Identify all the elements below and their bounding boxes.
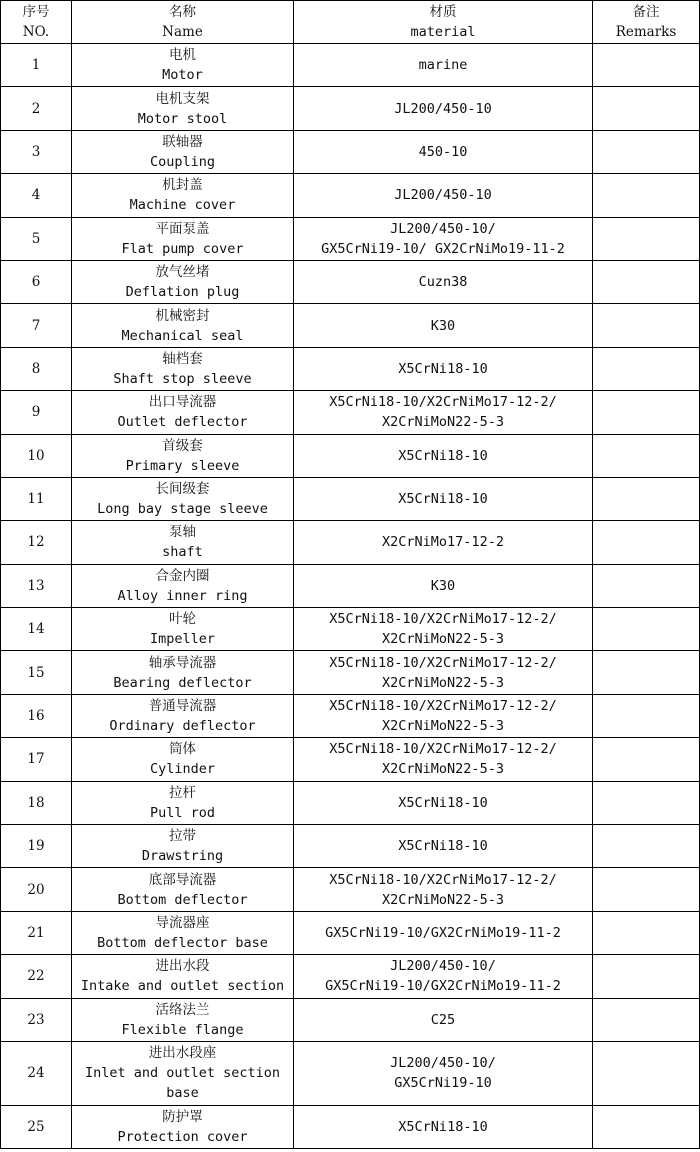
remarks-cell — [593, 130, 700, 173]
header-material — [294, 1, 593, 44]
remarks-cell — [593, 564, 700, 607]
part-name-en: Motor stool — [137, 110, 228, 127]
remarks-cell — [593, 477, 700, 520]
part-name-en: Shaft stop sleeve — [113, 370, 252, 387]
part-name-en: Drawstring — [141, 848, 224, 865]
part-name-en: Coupling — [149, 153, 216, 170]
part-name-zh: 机械密封 — [155, 307, 210, 324]
row-number: 23 — [1, 998, 72, 1041]
material-line: X2CrNiMo17-12-2 — [382, 534, 504, 551]
row-number: 7 — [1, 304, 72, 347]
row-number: 4 — [1, 174, 72, 217]
part-name-cell — [72, 44, 294, 87]
row-number: 15 — [1, 651, 72, 694]
header-en: Name — [162, 24, 203, 40]
material-line: JL200/450-10 — [394, 100, 492, 117]
part-name-en: Primary sleeve — [125, 457, 240, 474]
table-row — [1, 347, 700, 390]
table-row — [1, 564, 700, 607]
header-en: Remarks — [615, 24, 677, 40]
header-zh: 名称 — [169, 4, 196, 20]
part-name-cell — [72, 304, 294, 347]
remarks-cell — [593, 1105, 700, 1148]
part-name-zh: 合金内圈 — [155, 567, 210, 584]
table-row — [1, 825, 700, 868]
remarks-cell — [593, 347, 700, 390]
part-name-cell — [72, 868, 294, 911]
material-line: X5CrNi18-10 — [398, 360, 488, 377]
material-cell — [294, 651, 593, 694]
remarks-cell — [593, 955, 700, 998]
part-name-cell — [72, 825, 294, 868]
table-row — [1, 781, 700, 824]
material-line: X5CrNi18-10/X2CrNiMo17-12-2/ — [329, 654, 557, 671]
row-number: 24 — [1, 1041, 72, 1105]
table-row — [1, 911, 700, 954]
row-number: 13 — [1, 564, 72, 607]
table-row — [1, 521, 700, 564]
material-line: GX5CrNi19-10/GX2CrNiMo19-11-2 — [325, 978, 561, 995]
part-name-cell — [72, 608, 294, 651]
remarks-cell — [593, 781, 700, 824]
header-zh: 备注 — [632, 4, 660, 20]
part-name-zh: 放气丝堵 — [155, 264, 210, 281]
material-cell — [294, 825, 593, 868]
material-line: X5CrNi18-10/X2CrNiMo17-12-2/ — [329, 741, 557, 758]
material-cell — [294, 738, 593, 781]
remarks-cell — [593, 174, 700, 217]
remarks-cell — [593, 434, 700, 477]
part-name-zh: 电机支架 — [155, 90, 210, 107]
part-name-en: Bottom deflector base — [97, 935, 268, 951]
remarks-cell — [593, 608, 700, 651]
material-cell — [294, 521, 593, 564]
part-name-en: Ordinary deflector — [109, 718, 256, 735]
material-line: X5CrNi18-10 — [398, 794, 488, 811]
part-name-zh: 轴承导流器 — [148, 654, 217, 671]
part-name-cell — [72, 477, 294, 520]
part-name-en: Intake and outlet section — [80, 978, 285, 995]
part-name-cell — [72, 998, 294, 1041]
part-name-zh: 筒体 — [169, 741, 196, 758]
material-line: X5CrNi18-10/X2CrNiMo17-12-2/ — [329, 698, 557, 715]
row-number: 20 — [1, 868, 72, 911]
part-name-zh: 防护罩 — [162, 1109, 203, 1126]
material-line: X2CrNiMoN22-5-3 — [382, 674, 504, 691]
header-name — [72, 1, 294, 44]
part-name-en: Outlet deflector — [117, 414, 248, 431]
material-cell — [294, 434, 593, 477]
row-number: 17 — [1, 738, 72, 781]
material-line: X2CrNiMoN22-5-3 — [382, 718, 504, 735]
row-number: 8 — [1, 347, 72, 390]
table-row — [1, 174, 700, 217]
row-number: 14 — [1, 608, 72, 651]
table-row — [1, 1105, 700, 1148]
table-row — [1, 868, 700, 911]
row-number: 22 — [1, 955, 72, 998]
part-name-en: Impeller — [149, 631, 216, 648]
part-name-cell — [72, 347, 294, 390]
remarks-cell — [593, 87, 700, 130]
part-name-cell — [72, 781, 294, 824]
remarks-cell — [593, 260, 700, 303]
material-cell — [294, 44, 593, 87]
material-cell — [294, 781, 593, 824]
material-cell — [294, 217, 593, 260]
part-name-en: Pull rod — [149, 804, 216, 821]
header-no — [1, 1, 72, 44]
remarks-cell — [593, 651, 700, 694]
part-name-zh: 拉杆 — [169, 784, 196, 801]
material-cell — [294, 694, 593, 737]
part-name-zh: 联轴器 — [162, 133, 203, 150]
material-line: C25 — [430, 1011, 456, 1028]
part-name-cell — [72, 564, 294, 607]
material-line: GX5CrNi19-10/ GX2CrNiMo19-11-2 — [321, 240, 565, 257]
row-number: 21 — [1, 911, 72, 954]
row-number: 6 — [1, 260, 72, 303]
row-number: 9 — [1, 391, 72, 434]
material-cell — [294, 868, 593, 911]
part-name-zh: 活络法兰 — [155, 1001, 210, 1018]
material-line: 450-10 — [418, 143, 468, 160]
material-line: JL200/450-10/ — [390, 1055, 496, 1072]
material-line: marine — [418, 57, 468, 74]
material-cell — [294, 477, 593, 520]
remarks-cell — [593, 521, 700, 564]
part-name-zh: 长间级套 — [155, 481, 210, 498]
material-cell — [294, 87, 593, 130]
part-name-en: Deflation plug — [125, 284, 240, 301]
remarks-cell — [593, 738, 700, 781]
material-cell — [294, 174, 593, 217]
part-name-cell — [72, 521, 294, 564]
part-name-cell — [72, 911, 294, 954]
remarks-cell — [593, 694, 700, 737]
table-row — [1, 608, 700, 651]
table-row — [1, 694, 700, 737]
row-number: 1 — [1, 44, 72, 87]
part-name-zh: 拉带 — [169, 828, 196, 845]
row-number: 18 — [1, 781, 72, 824]
part-name-en: Flexible flange — [121, 1021, 244, 1038]
material-line: X5CrNi18-10/X2CrNiMo17-12-2/ — [329, 871, 557, 888]
table-row — [1, 44, 700, 87]
table-row — [1, 651, 700, 694]
part-name-cell — [72, 87, 294, 130]
table-row — [1, 738, 700, 781]
header-zh: 材质 — [429, 4, 457, 20]
part-name-zh: 叶轮 — [169, 611, 196, 628]
material-line: X5CrNi18-10/X2CrNiMo17-12-2/ — [329, 394, 557, 411]
material-line: GX5CrNi19-10/GX2CrNiMo19-11-2 — [325, 925, 561, 941]
material-cell — [294, 1105, 593, 1148]
row-number: 5 — [1, 217, 72, 260]
material-line: X5CrNi18-10 — [398, 1119, 488, 1136]
part-name-zh: 导流器座 — [155, 915, 210, 931]
material-line: JL200/450-10 — [394, 187, 492, 204]
part-name-cell — [72, 955, 294, 998]
header-en: NO. — [22, 24, 50, 40]
part-name-cell — [72, 1105, 294, 1148]
material-line: GX5CrNi19-10 — [394, 1075, 492, 1092]
remarks-cell — [593, 44, 700, 87]
part-name-en: Flat pump cover — [121, 240, 244, 257]
material-cell — [294, 955, 593, 998]
material-cell — [294, 998, 593, 1041]
remarks-cell — [593, 391, 700, 434]
table-row — [1, 1041, 700, 1105]
remarks-cell — [593, 304, 700, 347]
part-name-cell — [72, 130, 294, 173]
row-number: 10 — [1, 434, 72, 477]
material-cell — [294, 130, 593, 173]
material-line: X2CrNiMoN22-5-3 — [382, 414, 504, 431]
material-cell — [294, 347, 593, 390]
header-row — [1, 1, 700, 44]
part-name-zh: 轴档套 — [162, 350, 203, 367]
part-name-en: Bottom deflector — [117, 891, 248, 908]
header-zh: 序号 — [22, 4, 50, 20]
material-line: X2CrNiMoN22-5-3 — [382, 761, 504, 778]
part-name-cell — [72, 174, 294, 217]
part-name-cell — [72, 1041, 294, 1105]
remarks-cell — [593, 868, 700, 911]
material-line: X5CrNi18-10 — [398, 838, 488, 855]
part-name-zh: 进出水段 — [155, 958, 210, 975]
header-remarks — [593, 1, 700, 44]
material-line: X5CrNi18-10/X2CrNiMo17-12-2/ — [329, 611, 557, 628]
row-number: 2 — [1, 87, 72, 130]
part-name-zh: 出口导流器 — [148, 394, 217, 411]
part-name-cell — [72, 217, 294, 260]
table-row — [1, 130, 700, 173]
part-name-en: Mechanical seal — [121, 327, 244, 344]
part-name-zh: 底部导流器 — [148, 871, 217, 888]
part-name-zh: 电机 — [169, 47, 196, 64]
part-name-en: shaft — [162, 544, 203, 561]
part-name-zh: 进出水段座 — [148, 1045, 217, 1062]
part-name-en: Inlet and outlet section — [84, 1065, 281, 1082]
remarks-cell — [593, 998, 700, 1041]
part-name-en: Alloy inner ring — [117, 587, 248, 604]
material-cell — [294, 304, 593, 347]
material-line: X5CrNi18-10 — [398, 491, 488, 508]
row-number: 12 — [1, 521, 72, 564]
part-name-en: base — [166, 1085, 199, 1102]
part-name-cell — [72, 260, 294, 303]
table-row — [1, 391, 700, 434]
material-line: K30 — [430, 577, 456, 594]
part-name-cell — [72, 434, 294, 477]
part-name-en: Protection cover — [117, 1129, 248, 1146]
part-name-zh: 普通导流器 — [148, 698, 217, 715]
row-number: 19 — [1, 825, 72, 868]
part-name-zh: 泵轴 — [169, 524, 196, 541]
remarks-cell — [593, 911, 700, 954]
part-name-zh: 平面泵盖 — [155, 220, 210, 237]
remarks-cell — [593, 825, 700, 868]
material-cell — [294, 260, 593, 303]
row-number: 25 — [1, 1105, 72, 1148]
material-line: K30 — [430, 317, 456, 334]
row-number: 16 — [1, 694, 72, 737]
material-cell — [294, 564, 593, 607]
table-row — [1, 304, 700, 347]
part-name-cell — [72, 694, 294, 737]
remarks-cell — [593, 1041, 700, 1105]
table-row — [1, 260, 700, 303]
part-name-cell — [72, 391, 294, 434]
part-name-zh: 机封盖 — [162, 177, 203, 194]
row-number: 3 — [1, 130, 72, 173]
part-name-en: Long bay stage sleeve — [97, 501, 268, 518]
part-name-zh: 首级套 — [162, 437, 203, 454]
material-line: X5CrNi18-10 — [398, 447, 488, 464]
part-name-en: Bearing deflector — [113, 674, 252, 691]
material-cell — [294, 911, 593, 954]
row-number: 11 — [1, 477, 72, 520]
part-name-cell — [72, 651, 294, 694]
table-row — [1, 955, 700, 998]
table-row — [1, 217, 700, 260]
table-row — [1, 87, 700, 130]
part-name-en: Motor — [162, 67, 203, 84]
table-row — [1, 998, 700, 1041]
table-row — [1, 477, 700, 520]
material-line: JL200/450-10/ — [390, 958, 496, 975]
part-name-en: Machine cover — [129, 197, 236, 214]
material-cell — [294, 1041, 593, 1105]
table-row — [1, 434, 700, 477]
part-name-en: Cylinder — [149, 761, 216, 778]
material-line: Cuzn38 — [418, 274, 468, 291]
material-cell — [294, 391, 593, 434]
material-line: JL200/450-10/ — [390, 220, 496, 237]
material-line: X2CrNiMoN22-5-3 — [382, 631, 504, 648]
part-name-cell — [72, 738, 294, 781]
material-cell — [294, 608, 593, 651]
material-line: X2CrNiMoN22-5-3 — [382, 891, 504, 908]
remarks-cell — [593, 217, 700, 260]
header-en: material — [410, 24, 476, 40]
